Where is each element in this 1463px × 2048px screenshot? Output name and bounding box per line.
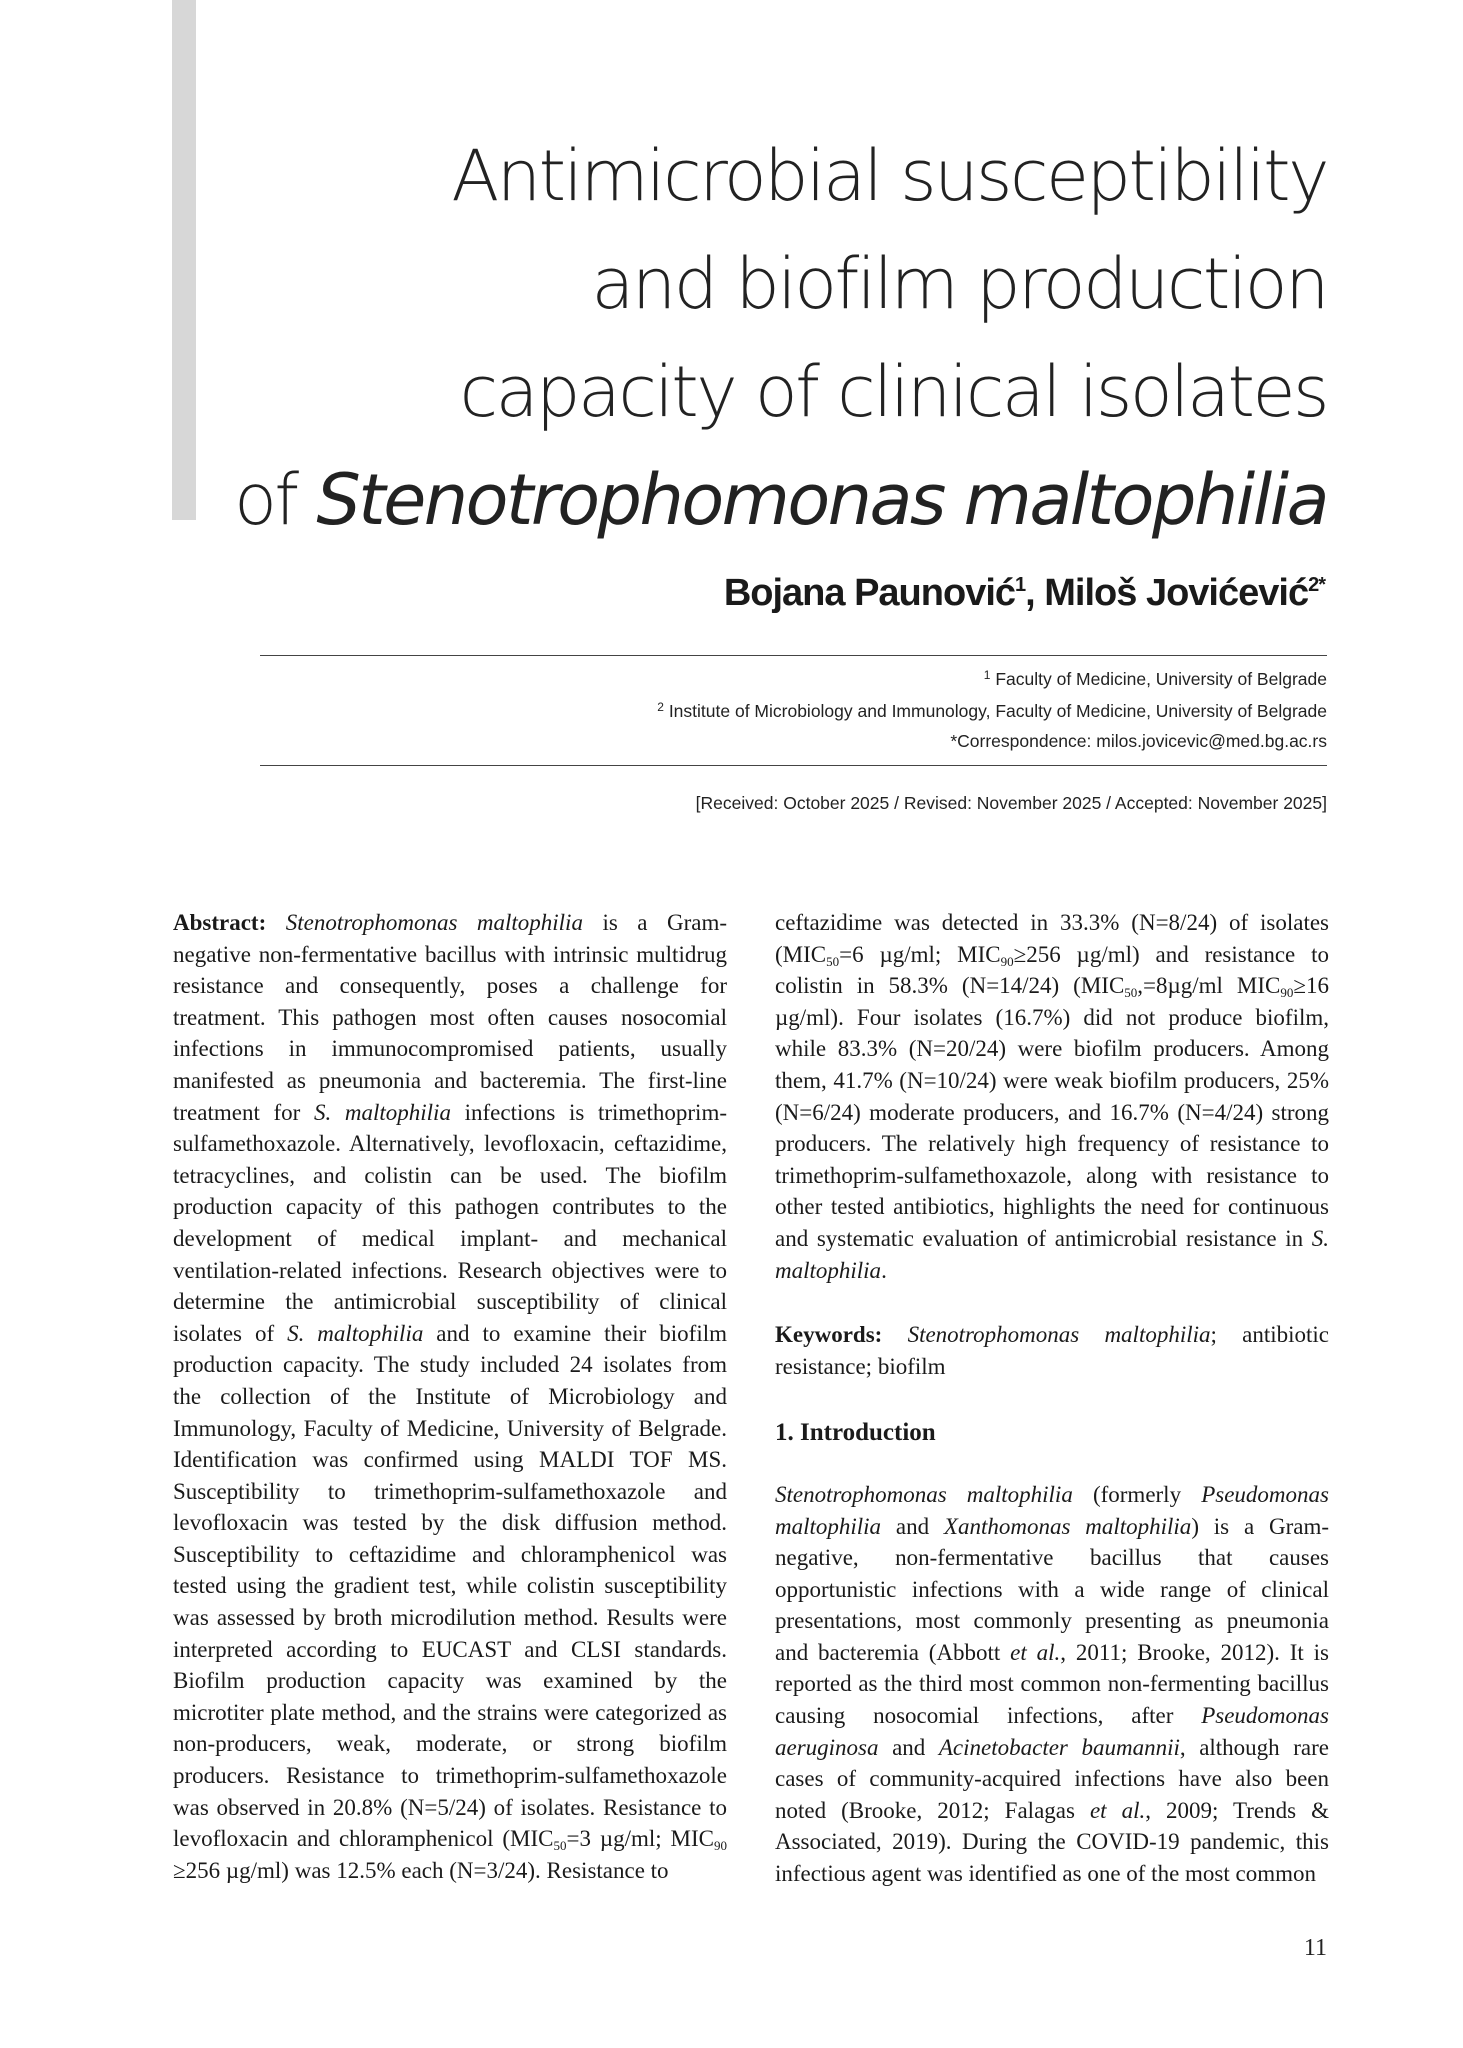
mic90-subscript: 90 [714,1838,728,1854]
abstract-label: Abstract: [173,910,267,935]
title-line-4-prefix: of [234,459,317,541]
abstract-text-5: ≥256 µg/ml) was 12.5% each (N=3/24). Resistance to [173,1857,669,1883]
intro-text-3: ) is a Gram-negative, non-fermentative bacillus that causes opportunistic infections with a wide range of clinical presentations, most commonly presenting as pneumonia and bacteremia (Abbott [775,1513,1330,1665]
title-line-4 [227,446,1327,554]
side-accent-bar [172,0,196,520]
intro-pathogen-1: Pseudomonas aeruginosa [775,1703,1329,1760]
abstract-text-10: . [881,1257,887,1283]
abstract-text-5-cont: ceftazidime was detected in 33.3% (N=8/24) of isolates (MIC [775,910,1329,967]
intro-synonym-1: Pseudomonas maltophilia [775,1481,1329,1539]
affiliation-1 [327,668,1327,690]
abstract-text-4: =3 µg/ml; MIC [566,1826,715,1852]
submission-dates: [Received: October 2025 / Revised: November 2025 / Accepted: November 2025] [695,793,1327,813]
abstract-text-8: ,=8µg/ml MIC [1137,973,1281,999]
title-line-3: capacity of clinical isolates [459,351,1327,433]
section-heading-introduction: 1. Introduction [775,1419,936,1447]
title-organism: Stenotrophomonas maltophilia [316,459,1327,541]
intro-text-4: , 2011; Brooke, 2012). It is reported as the third most common non-fermenting bacillus causing nosocomial infections, after [775,1639,1329,1729]
abstract-text-2: infections is trimethoprim-sulfamethoxazole. Alternatively, levofloxacin, ceftazidime, tetracyclines, and colistin can be used. The biofilm production capacity of this pathogen contributes to the development of medical implant- and mechanical ventilation-related infections. Research objectives were to determine the antimicrobial susceptibility of clinical isolates of [173,1099,727,1346]
abstract-text-7: ≥256 µg/ml) and resistance to colistin in 58.3% (N=14/24) (MIC [775,941,1329,999]
intro-text-2: and [881,1513,944,1539]
affiliation-1-mark: 1 [983,668,991,682]
page-number: 11 [1303,1935,1327,1961]
right-column [775,907,1329,1890]
mic90-subscript-2: 90 [1000,953,1014,969]
mic50-subscript-2: 50 [826,953,840,969]
title-line-2: and biofilm production [591,243,1327,325]
article-title [227,122,1327,554]
affiliation-1-text: Faculty of Medicine, University of Belgrade [990,669,1327,689]
abstract-organism: Stenotrophomonas maltophilia [285,910,583,935]
intro-synonym-2: Xanthomonas maltophilia [943,1513,1192,1539]
intro-et-al-1: et al. [1010,1639,1061,1665]
abstract-short-organism: S. maltophilia [313,1099,451,1125]
title-line-1: Antimicrobial susceptibility [451,135,1327,217]
intro-organism: Stenotrophomonas maltophilia [775,1481,1073,1507]
author-2-name: Miloš Jovićević [1044,572,1309,614]
affiliation-2-text: Institute of Microbiology and Immunology, Faculty of Medicine, University of Belgrade [663,701,1327,721]
abstract-text-6: =6 µg/ml; MIC [839,941,1001,967]
abstract-text-1: is a Gram-negative non-fermentative bacillus with intrinsic multidrug resistance and consequently, poses a challenge for treatment. This pathogen most often causes nosocomial infections in immunocompromised patients, usually manifested as pneumonia and bacteremia. The first-line treatment for [173,910,728,1125]
intro-pathogen-2: Acinetobacter baumannii [938,1734,1180,1760]
author-2-affiliation-mark: 2* [1308,574,1325,596]
intro-text-7: , 2009; Trends & Associated, 2019). During the COVID-19 pandemic, this infectious agent was identified as one of the most common [775,1797,1329,1887]
abstract-continuation [775,907,1329,1286]
intro-text-6: , although rare cases of community-acquired infections have also been noted (Brooke, 2012; Falagas [775,1734,1329,1823]
keywords-label: Keywords: [775,1322,883,1348]
abstract-text-9: ≥16 µg/ml). Four isolates (16.7%) did not produce biofilm, while 83.3% (N=20/24) were biofilm producers. Among them, 41.7% (N=10/24) were weak biofilm producers, 25% (N=6/24) moderate producers, and 16.7% (N=4/24) strong producers. The relatively high frequency of resistance to trimethoprim-sulfamethoxazole, along with resistance to other tested antibiotics, highlights the need for continuous and systematic evaluation of antimicrobial resistance in [775,973,1329,1251]
mic50-subscript: 50 [553,1838,567,1854]
mic50-subscript-3: 50 [1124,985,1138,1001]
header-divider-bottom [260,765,1327,766]
author-1-name: Bojana Paunović [723,572,1016,614]
keywords-rest: ; antibiotic resistance; biofilm [775,1322,1329,1379]
intro-text-1: (formerly [1072,1481,1202,1507]
author-1-affiliation-mark: 1 [1015,574,1026,596]
mic90-subscript-3: 90 [1280,985,1294,1001]
correspondence-email: *Correspondence: milos.jovicevic@med.bg.ac.rs [950,731,1327,751]
left-column [173,907,727,1886]
abstract-short-organism-3: S. maltophilia [775,1225,1329,1283]
introduction-paragraph [775,1479,1329,1890]
abstract-short-organism-2: S. maltophilia [287,1320,424,1346]
keywords-organism: Stenotrophomonas maltophilia [907,1322,1211,1348]
intro-text-5: and [878,1734,939,1760]
abstract-paragraph [173,907,727,1886]
affiliation-2-mark: 2 [657,700,664,714]
author-separator: , [1025,572,1045,614]
abstract-text-3: and to examine their biofilm production capacity. The study included 24 isolates from the collection of the Institute of Microbiology and Immunology, Faculty of Medicine, University of Belgrade. Identification was confirmed using MALDI TOF MS. Susceptibility to trimethoprim-sulfamethoxazole and levofloxacin was tested by the disk diffusion method. Susceptibility to ceftazidime and chloramphenicol was tested using the gradient test, while colistin susceptibility was assessed by broth microdilution method. Results were interpreted according to EUCAST and CLSI standards. Biofilm production capacity was examined by the microtiter plate method, and the strains were categorized as non-producers, weak, moderate, or strong biofilm producers. Resistance to trimethoprim-sulfamethoxazole was observed in 20.8% (N=5/24) of isolates. Resistance to levofloxacin and chloramphenicol (MIC [173,1320,728,1852]
author-list [724,572,1325,615]
header-divider-top [260,655,1327,656]
keywords-line [775,1319,1329,1382]
intro-et-al-2: et al. [1089,1797,1146,1823]
affiliation-2 [327,700,1327,722]
